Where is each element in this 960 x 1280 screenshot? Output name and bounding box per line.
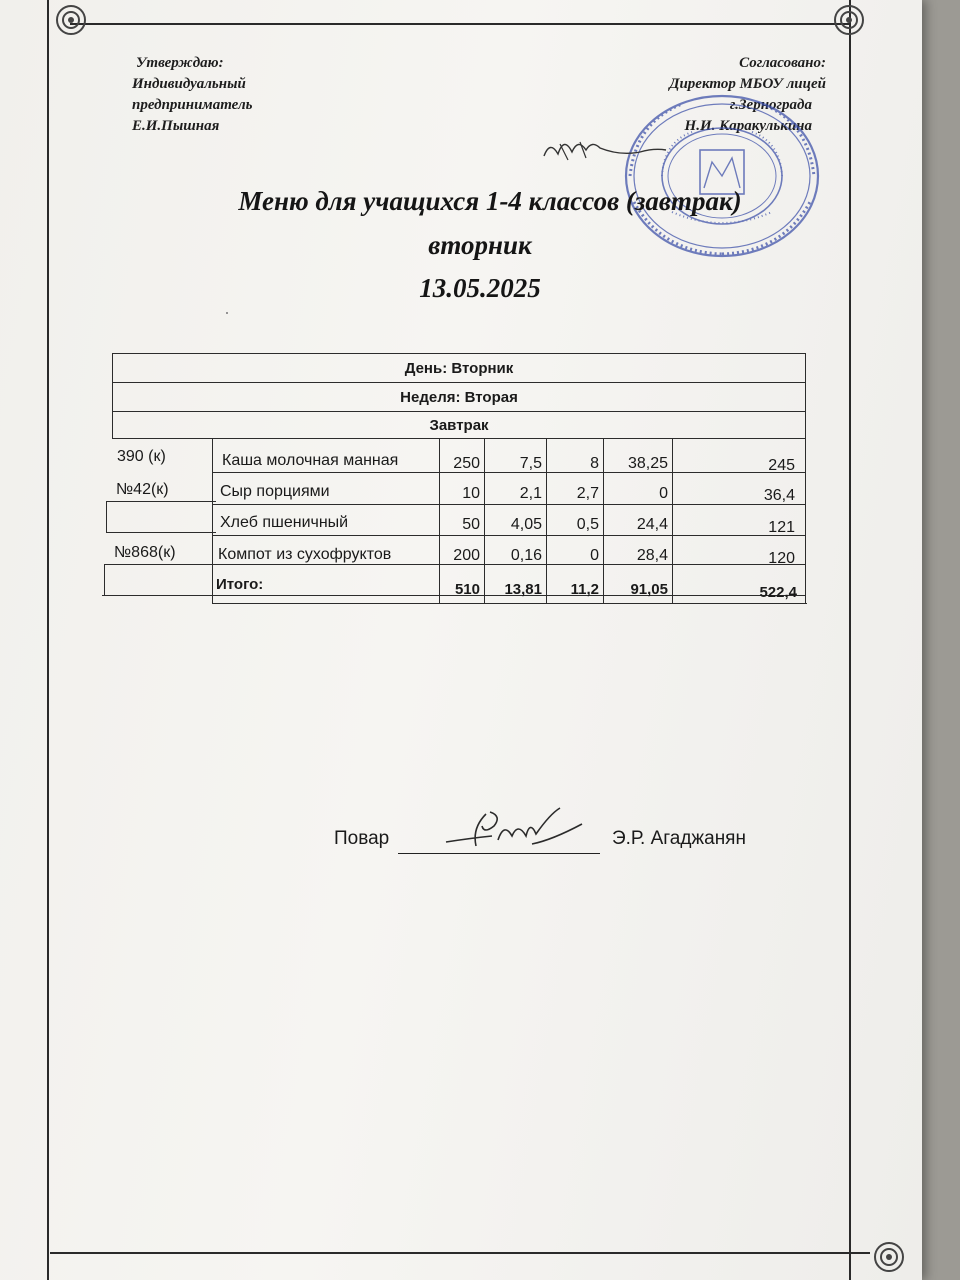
row4-code: №868(к): [114, 544, 176, 561]
row2-carbs: 0: [659, 485, 668, 502]
frame-top-border: [70, 23, 850, 25]
total-kcal: 522,4: [759, 584, 797, 601]
row2-weight: 10: [462, 485, 480, 502]
corner-ornament-top-left: [54, 3, 88, 37]
row3-dish: Хлеб пшеничный: [220, 514, 349, 531]
total-label: Итого:: [216, 576, 264, 593]
row1-dish: Каша молочная манная: [222, 452, 399, 469]
row1-code: 390 (к): [117, 448, 166, 465]
row2-protein: 2,1: [519, 485, 542, 502]
total-fat: 11,2: [570, 581, 599, 598]
total-weight: 510: [454, 581, 480, 598]
row4-kcal: 120: [768, 550, 795, 567]
total-protein: 13,81: [504, 581, 542, 598]
row2-fat: 2,7: [576, 485, 599, 502]
approval-block: [132, 53, 253, 137]
row2-dish: Сыр порциями: [220, 483, 330, 500]
director-signature: [540, 126, 670, 172]
cook-role: Повар: [334, 828, 390, 849]
row1-fat: 8: [590, 455, 599, 472]
row1-carbs: 38,25: [627, 455, 668, 472]
approval-line-4: Е.И.Пышная: [132, 118, 220, 134]
row3-kcal: 121: [768, 519, 795, 536]
menu-table: [100, 342, 808, 604]
corner-ornament-bottom-right: [872, 1240, 906, 1274]
approval-line-3: предприниматель: [132, 97, 253, 113]
total-carbs: 91,05: [630, 581, 668, 598]
row4-carbs: 28,4: [636, 547, 668, 564]
row3-carbs: 24,4: [636, 516, 668, 533]
row4-weight: 200: [453, 547, 480, 564]
agreement-line-2: Директор МБОУ лицей: [669, 76, 826, 92]
cook-name: Э.Р. Агаджанян: [612, 828, 746, 849]
table-meal-row: Завтрак: [112, 411, 806, 438]
row4-protein: 0,16: [510, 547, 542, 564]
row2-kcal: 36,4: [763, 487, 795, 504]
agreement-line-3: г.Зернограда: [729, 97, 812, 113]
corner-ornament-top-right: [832, 3, 866, 37]
row4-fat: 0: [590, 547, 599, 564]
row1-kcal: 245: [768, 457, 795, 474]
menu-date: 13.05.2025: [419, 273, 541, 303]
row3-fat: 0,5: [576, 516, 599, 533]
paper-speck: [226, 312, 228, 314]
row2-code: №42(к): [116, 481, 169, 498]
agreement-line-1: Согласовано:: [739, 55, 826, 71]
row3-weight: 50: [462, 516, 480, 533]
approval-line-1: Утверждаю:: [136, 55, 224, 71]
approval-line-2: Индивидуальный: [132, 76, 246, 92]
menu-title: Меню для учащихся 1-4 классов (завтрак): [238, 186, 742, 216]
row4-dish: Компот из сухофруктов: [218, 546, 392, 563]
frame-bottom-border: [50, 1252, 870, 1254]
row1-protein: 7,5: [519, 455, 542, 472]
agreement-line-4: Н.И. Каракулькина: [684, 118, 812, 134]
cook-signature: [432, 800, 592, 862]
menu-weekday: вторник: [428, 230, 532, 260]
table-week-row: Неделя: Вторая: [112, 382, 806, 411]
row1-weight: 250: [453, 455, 480, 472]
table-day-row: День: Вторник: [112, 353, 806, 382]
row3-protein: 4,05: [510, 516, 542, 533]
